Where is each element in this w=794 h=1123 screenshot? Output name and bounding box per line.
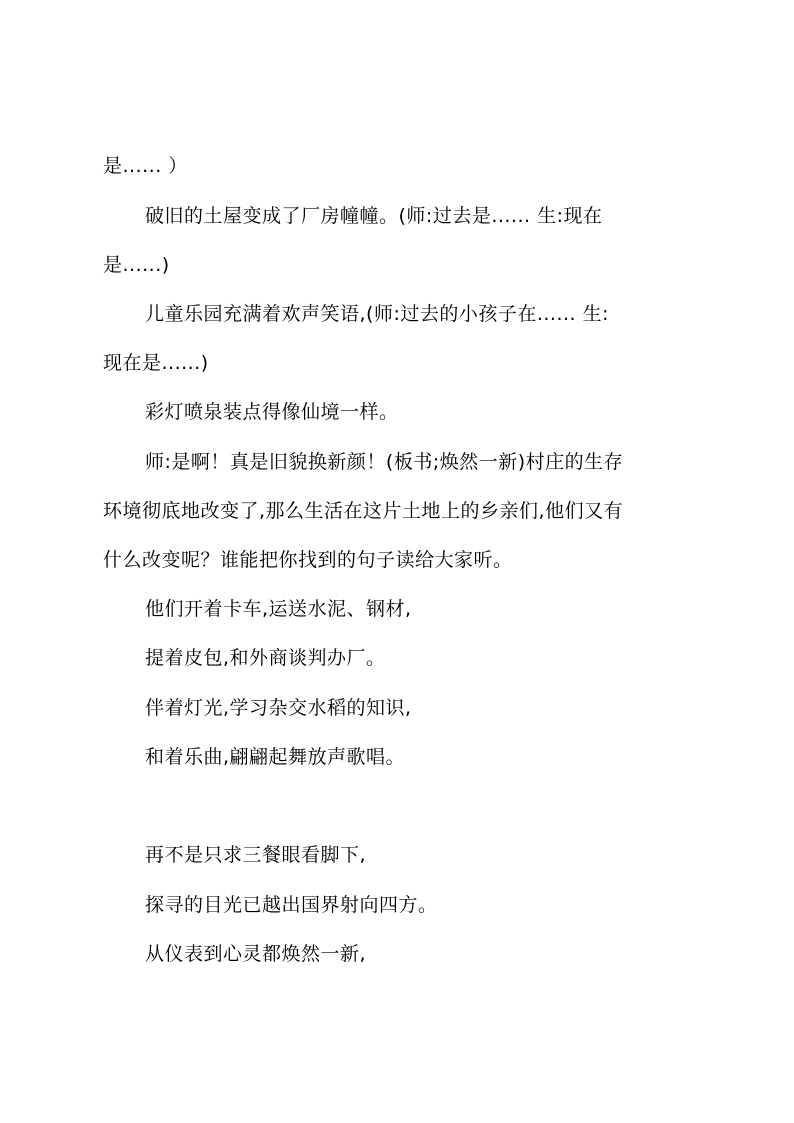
text-line: 现在是......) bbox=[103, 352, 209, 374]
poem-line: 探寻的目光已越出国界射向四方。 bbox=[145, 894, 438, 916]
poem-line: 提着皮包,和外商谈判办厂。 bbox=[145, 647, 386, 669]
text-line: 儿童乐园充满着欢声笑语,(师:过去的小孩子在...... 生: bbox=[145, 303, 610, 325]
text-line: 破旧的土屋变成了厂房幢幢。(师:过去是...... 生:现在 bbox=[145, 205, 603, 227]
text-line: 彩灯喷泉装点得像仙境一样。 bbox=[145, 401, 399, 423]
text-line: 是......) bbox=[103, 254, 170, 276]
poem-line: 伴着灯光,学习杂交水稻的知识, bbox=[145, 697, 412, 719]
poem-line: 从仪表到心灵都焕然一新, bbox=[145, 943, 367, 965]
poem-line: 他们开着卡车,运送水泥、钢材, bbox=[145, 598, 412, 620]
poem-line: 再不是只求三餐眼看脚下, bbox=[145, 844, 367, 866]
text-line: 环境彻底地改变了,那么生活在这片土地上的乡亲们,他们又有 bbox=[103, 500, 624, 522]
poem-line: 和着乐曲,翩翩起舞放声歌唱。 bbox=[145, 746, 406, 768]
text-line: 是...... ） bbox=[103, 155, 188, 177]
text-line: 师:是啊！真是旧貌换新颜！(板书;焕然一新)村庄的生存 bbox=[145, 451, 624, 473]
text-line: 什么改变呢？谁能把你找到的句子读给大家听。 bbox=[103, 549, 513, 571]
